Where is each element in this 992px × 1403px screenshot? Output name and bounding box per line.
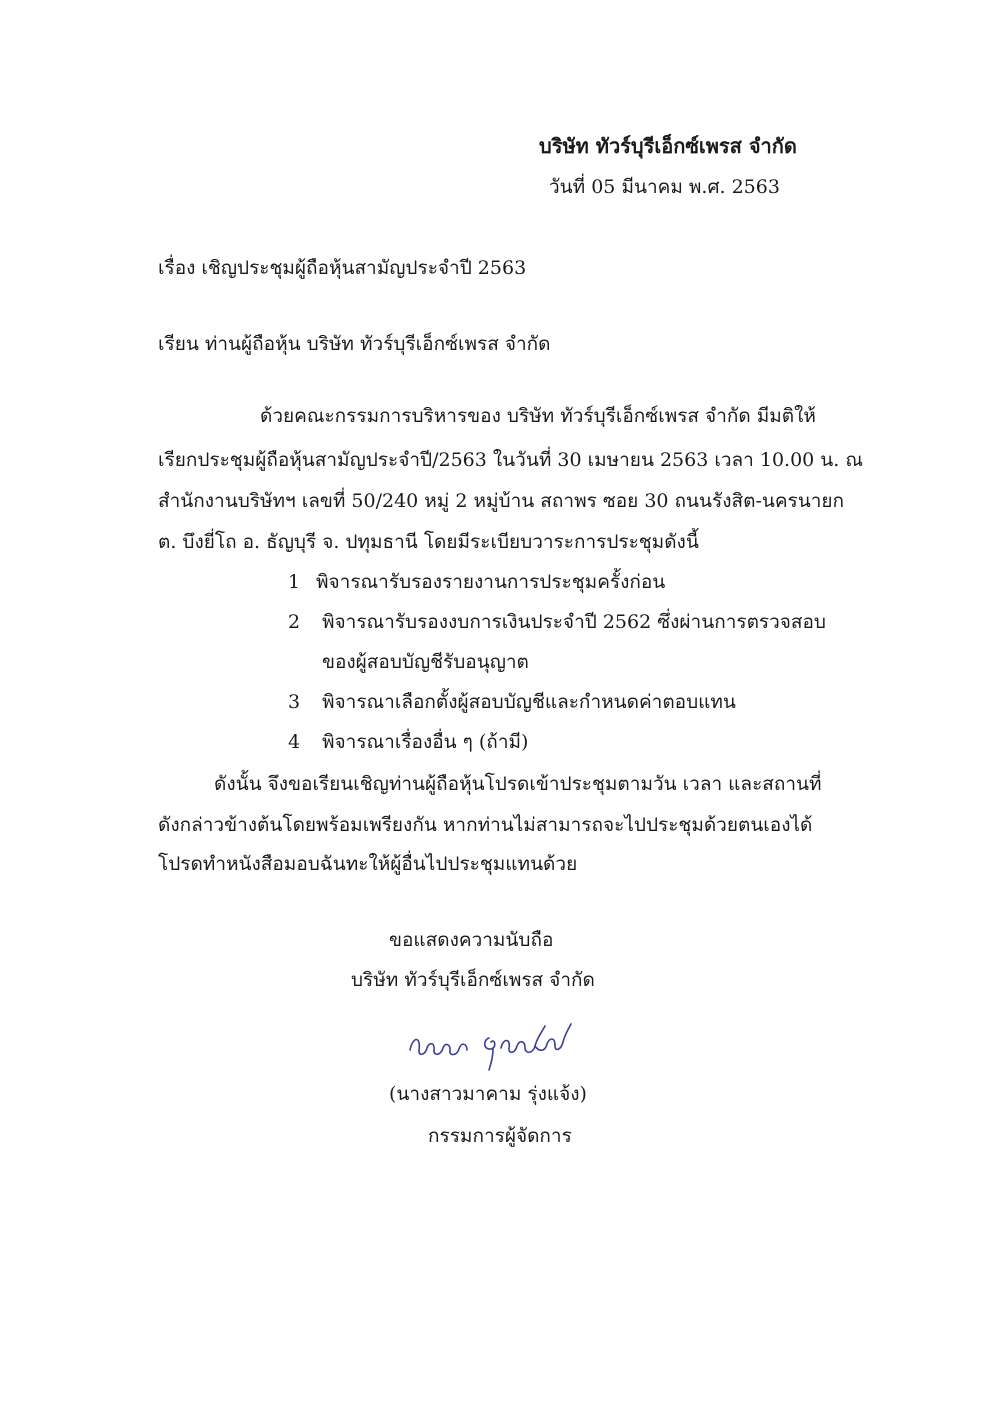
agenda-number-3: 3 <box>288 691 301 713</box>
conclusion-line-1: ดังนั้น จึงขอเรียนเชิญท่านผู้ถือหุ้นโปรดเข้าประชุมตามวัน เวลา และสถานที่ <box>214 773 822 795</box>
letter-subject: เรื่อง เชิญประชุมผู้ถือหุ้นสามัญประจำปี 2563 <box>158 257 527 279</box>
body-line-1: ด้วยคณะกรรมการบริหารของ บริษัท ทัวร์บุรีเอ็กซ์เพรส จำกัด มีมติให้ <box>260 405 816 427</box>
letter-salutation: เรียน ท่านผู้ถือหุ้น บริษัท ทัวร์บุรีเอ็กซ์เพรส จำกัด <box>158 333 551 355</box>
agenda-item-1: พิจารณารับรองรายงานการประชุมครั้งก่อน <box>316 571 666 593</box>
agenda-number-4: 4 <box>288 731 301 753</box>
signer-name: (นางสาวมาคาม รุ่งแจ้ง) <box>389 1083 587 1105</box>
closing-company: บริษัท ทัวร์บุรีเอ็กซ์เพรส จำกัด <box>351 969 595 991</box>
conclusion-line-2: ดังกล่าวข้างต้นโดยพร้อมเพรียงกัน หากท่านไม่สามารถจะไปประชุมด้วยตนเองได้ <box>158 814 813 836</box>
conclusion-line-3: โปรดทำหนังสือมอบฉันทะให้ผู้อื่นไปประชุมแทนด้วย <box>158 853 578 875</box>
agenda-item-2: พิจารณารับรองงบการเงินประจำปี 2562 ซึ่งผ่านการตรวจสอบ <box>322 611 826 633</box>
handwritten-signature <box>405 1016 575 1072</box>
agenda-number-1: 1 <box>288 571 301 593</box>
body-line-2: เรียกประชุมผู้ถือหุ้นสามัญประจำปี/2563 ในวันที่ 30 เมษายน 2563 เวลา 10.00 น. ณ <box>158 449 864 471</box>
closing-regards: ขอแสดงความนับถือ <box>389 929 554 951</box>
body-line-4: ต. บึงยี่โถ อ. ธัญบุรี จ. ปทุมธานี โดยมีระเบียบวาระการประชุมดังนี้ <box>158 531 699 553</box>
agenda-item-2-continued: ของผู้สอบบัญชีรับอนุญาต <box>322 651 529 673</box>
company-heading: บริษัท ทัวร์บุรีเอ็กซ์เพรส จำกัด <box>539 134 797 158</box>
letter-date: วันที่ 05 มีนาคม พ.ศ. 2563 <box>549 176 780 198</box>
agenda-item-3: พิจารณาเลือกตั้งผู้สอบบัญชีและกำหนดค่าตอบแทน <box>322 691 736 713</box>
agenda-item-4: พิจารณาเรื่องอื่น ๆ (ถ้ามี) <box>322 731 529 753</box>
body-line-3: สำนักงานบริษัทฯ เลขที่ 50/240 หมู่ 2 หมู่บ้าน สถาพร ซอย 30 ถนนรังสิต-นครนายก <box>158 490 845 512</box>
agenda-number-2: 2 <box>288 611 301 633</box>
signer-position: กรรมการผู้จัดการ <box>428 1125 572 1147</box>
